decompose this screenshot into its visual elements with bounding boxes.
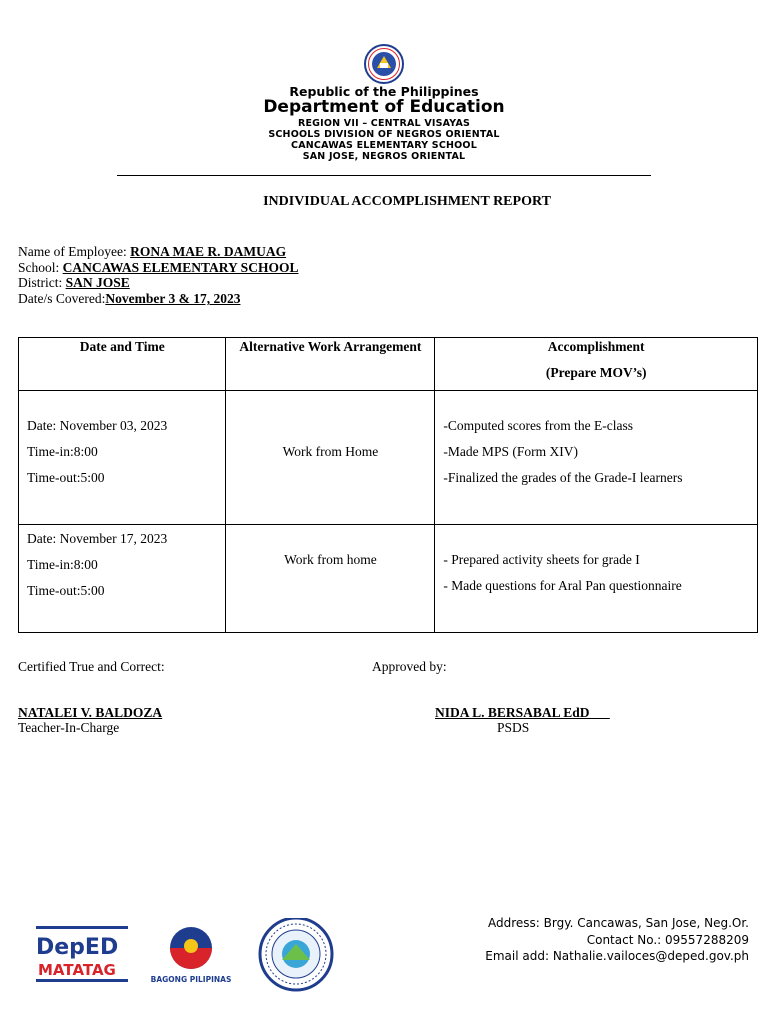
school-line: [18, 260, 298, 276]
school-heading: CANCAWAS ELEMENTARY SCHOOL: [291, 140, 477, 151]
footer-email: Email add: Nathalie.vailoces@deped.gov.ph: [485, 949, 749, 963]
deped-seal-logo: [360, 44, 408, 84]
accomplishment-item: -Made MPS (Form XIV): [443, 444, 578, 459]
accomplishment-subheading: (Prepare MOV’s): [545, 365, 647, 380]
footer-address: Address: Brgy. Cancawas, San Jose, Neg.Or.: [488, 916, 749, 930]
district-name: SAN JOSE: [65, 275, 130, 290]
footer-contact-number: Contact No.: 09557288209: [586, 932, 749, 947]
department-heading: Department of Education: [263, 97, 505, 117]
signer1-position: Teacher-In-Charge: [18, 720, 120, 735]
accomplishment-table: [18, 337, 758, 633]
republic-heading: Republic of the Philippines: [289, 84, 479, 99]
accomplishment-cell: [435, 525, 758, 633]
deped-logo-text: DepED: [36, 935, 119, 960]
dates-line: [18, 291, 240, 307]
accomplishment-heading: Accomplishment: [547, 339, 645, 354]
row-arrangement: Work from home: [284, 552, 377, 567]
bagong-pilipinas-logo: [151, 927, 232, 984]
header-divider: [117, 175, 651, 176]
row-time-in: Time-in:8:00: [27, 557, 98, 572]
row-date: Date: November 17, 2023: [27, 531, 168, 546]
arrangement-cell: [226, 391, 435, 525]
dates-label: Date/s Covered:: [18, 291, 106, 306]
row-time-out: Time-out:5:00: [27, 583, 105, 598]
school-address-heading: SAN JOSE, NEGROS ORIENTAL: [302, 151, 466, 162]
signer1-name: NATALEI V. BALDOZA: [18, 705, 163, 720]
header-work-arrangement: Alternative Work Arrangement: [226, 338, 435, 391]
approved-label: Approved by:: [372, 659, 447, 674]
region-heading: REGION VII – CENTRAL VISAYAS: [297, 118, 471, 129]
header-accomplishment: [435, 338, 758, 391]
division-seal-logo: [260, 918, 332, 990]
accomplishment-item: - Made questions for Aral Pan questionnaire: [443, 578, 682, 593]
report-title: INDIVIDUAL ACCOMPLISHMENT REPORT: [263, 194, 551, 209]
accomplishment-item: -Finalized the grades of the Grade-I learners: [443, 470, 683, 485]
school-name: CANCAWAS ELEMENTARY SCHOOL: [62, 260, 299, 275]
bagong-pilipinas-text: BAGONG PILIPINAS: [150, 975, 232, 984]
table-row: [19, 525, 758, 633]
date-time-cell: [19, 525, 226, 633]
accomplishment-cell: [435, 391, 758, 525]
date-time-cell: [19, 391, 226, 525]
deped-matatag-logo: [36, 926, 128, 982]
header-date-time: Date and Time: [19, 338, 226, 391]
district-label: District:: [18, 275, 66, 290]
employee-label: Name of Employee:: [18, 244, 131, 259]
signer2-name: NIDA L. BERSABAL EdD: [435, 705, 610, 720]
division-heading: SCHOOLS DIVISION OF NEGROS ORIENTAL: [268, 129, 500, 140]
row-time-out: Time-out:5:00: [27, 470, 105, 485]
certified-label: Certified True and Correct:: [18, 659, 165, 674]
dates-covered: November 3 & 17, 2023: [105, 291, 241, 306]
accomplishment-item: - Prepared activity sheets for grade I: [443, 552, 640, 567]
contact-block: [485, 915, 749, 965]
employee-line: [18, 244, 286, 260]
row-arrangement: Work from Home: [282, 444, 379, 459]
row-time-in: Time-in:8:00: [27, 444, 98, 459]
signer2-position: PSDS: [497, 720, 530, 735]
table-header-row: [19, 338, 758, 391]
employee-name: RONA MAE R. DAMUAG: [130, 244, 287, 259]
school-label: School:: [18, 260, 63, 275]
table-row: [19, 391, 758, 525]
footer-logos: [34, 918, 354, 994]
arrangement-cell: [226, 525, 435, 633]
matatag-logo-text: MATATAG: [38, 961, 116, 979]
row-date: Date: November 03, 2023: [27, 418, 168, 433]
accomplishment-item: -Computed scores from the E-class: [443, 418, 634, 433]
district-line: [18, 275, 130, 291]
